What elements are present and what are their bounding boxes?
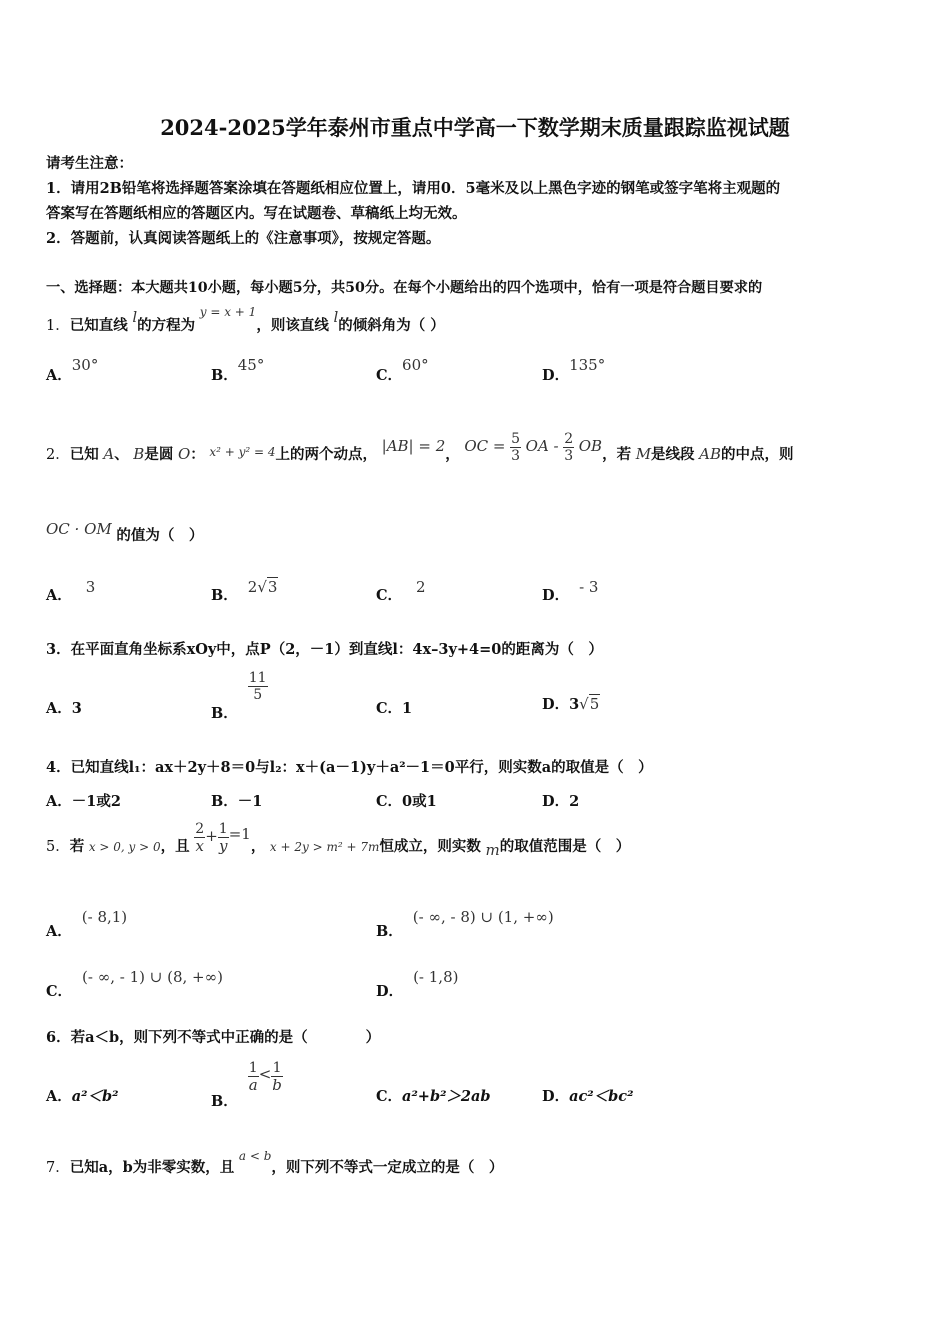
variable-m: m	[485, 841, 500, 859]
option-label: A．	[46, 587, 72, 604]
question-4	[46, 756, 653, 777]
option-label: B．	[211, 587, 238, 604]
numerator: 2	[564, 430, 574, 447]
option-label: A．	[46, 1088, 72, 1105]
less-than: <	[258, 1064, 272, 1083]
q3-text: 3．在平面直角坐标系xOy中，点P（2，－1）到直线l：4x–3y+4=0的距离为（ ）	[46, 641, 603, 658]
q1-text-4: 的倾斜角为（ ）	[338, 317, 445, 334]
q5-text-5: 的取值范围是（ ）	[499, 838, 631, 855]
denominator: 3	[564, 447, 574, 464]
option-label: D．	[542, 367, 570, 384]
ab-length: |AB| = 2	[381, 437, 446, 455]
q1-number: 1．	[46, 318, 70, 334]
numerator: 5	[511, 430, 521, 447]
point-a: A	[103, 445, 115, 463]
q2-text-5: 是线段	[651, 446, 695, 463]
q7-number: 7．	[46, 1160, 70, 1176]
q1-line-l-2: l	[333, 308, 339, 326]
oa-vector: OA -	[525, 437, 559, 455]
q2-text-4: ，若	[602, 446, 632, 463]
option-label: C．	[46, 983, 73, 1000]
option-label: B．	[211, 793, 238, 810]
option-value	[248, 670, 268, 703]
option-value: (- ∞, - 1) ∪ (8, +∞)	[82, 968, 223, 986]
option-value: 60°	[402, 356, 429, 374]
option-value: 2	[569, 793, 580, 810]
option-value: 135°	[569, 356, 606, 374]
q2-option-d[interactable]	[542, 578, 599, 605]
option-label: D．	[542, 587, 570, 604]
q4-option-a[interactable]	[46, 790, 121, 811]
numerator: 1	[218, 820, 228, 837]
numerator: 1	[272, 1060, 282, 1076]
option-label: D．	[542, 696, 570, 713]
fraction-2-x	[194, 821, 205, 854]
option-label: C．	[376, 367, 403, 384]
q4-option-c[interactable]	[376, 790, 437, 811]
q2-text-3: 上的两个动点，	[275, 446, 378, 463]
option-value: - 3	[579, 578, 599, 596]
question-5	[46, 822, 630, 871]
point-b: B	[133, 445, 145, 463]
option-label: C．	[376, 587, 403, 604]
q1-option-d[interactable]	[542, 356, 606, 385]
notice-line-1a: 1．请用2B铅笔将选择题答案涂填在答题纸相应位置上，请用0．5毫米及以上黑色字迹的钢笔或签字笔将主观题的	[46, 180, 781, 197]
q1-text-1: 已知直线	[69, 317, 128, 334]
question-2-cont	[46, 520, 204, 545]
option-label: D．	[542, 793, 570, 810]
option-label: B．	[211, 704, 238, 722]
option-value: －1	[237, 793, 263, 810]
plus: +	[205, 827, 218, 845]
option-label: C．	[376, 1088, 403, 1105]
denominator: a	[248, 1076, 258, 1094]
question-1	[46, 305, 445, 335]
q2-option-b[interactable]	[211, 578, 278, 605]
radicand: 5	[589, 695, 600, 713]
q1-option-a[interactable]	[46, 356, 99, 385]
q5-option-d[interactable]	[376, 968, 459, 1001]
option-value: 3	[85, 578, 96, 596]
q3-option-b[interactable]	[211, 670, 268, 722]
q2-text-7: 的值为（ ）	[116, 527, 204, 544]
q3-option-c[interactable]	[376, 697, 412, 718]
option-label: C．	[376, 793, 403, 810]
dot-product: OC · OM	[46, 520, 112, 538]
option-value: a²＜b²	[71, 1088, 119, 1105]
page-title: 2024-2025学年泰州市重点中学高一下数学期末质量跟踪监视试题	[160, 115, 790, 140]
question-3	[46, 638, 603, 659]
q4-option-b[interactable]	[211, 790, 262, 811]
section-heading: 一、选择题：本大题共10小题，每小题5分，共50分。在每个小题给出的四个选项中，恰有一项是符合题目要求的	[46, 280, 763, 296]
q1-equation: y = x + 1	[199, 305, 257, 319]
sqrt: √5	[579, 695, 600, 713]
q6-option-a[interactable]	[46, 1085, 119, 1106]
option-label: B．	[211, 367, 238, 384]
oc-vector: OC =	[464, 437, 506, 455]
q5-text-1: 若	[69, 838, 85, 855]
q2-number: 2．	[46, 447, 70, 463]
denominator: 5	[253, 687, 263, 703]
coef: 3	[569, 696, 580, 713]
q3-option-a[interactable]	[46, 697, 82, 718]
option-label: D．	[376, 983, 404, 1000]
option-value: 45°	[237, 356, 265, 374]
denominator: 3	[511, 447, 521, 464]
question-7	[46, 1149, 504, 1177]
numerator: 11	[248, 670, 267, 686]
notice-line-2: 2．答题前，认真阅读答题纸上的《注意事项》，按规定答题。	[46, 230, 441, 247]
q2-option-c[interactable]	[376, 578, 426, 605]
option-value: 2	[416, 578, 426, 596]
q6-text: 6．若a＜b，则下列不等式中正确的是（ ）	[46, 1029, 381, 1046]
option-value: 0或1	[402, 793, 437, 810]
denominator: b	[272, 1076, 282, 1094]
q7-text-2: ，则下列不等式一定成立的是（ ）	[271, 1159, 504, 1176]
denominator: y	[218, 836, 228, 855]
q2-sep: 、	[114, 446, 129, 463]
option-label: A．	[46, 923, 72, 940]
q1-line-l: l	[132, 308, 138, 326]
q5-option-a[interactable]	[46, 908, 128, 941]
option-value: 1	[402, 700, 413, 717]
option-label: D．	[542, 1088, 570, 1105]
q3-option-d[interactable]	[542, 693, 600, 714]
q5-option-b[interactable]	[376, 908, 554, 941]
q7-condition: a < b	[238, 1149, 272, 1163]
q1-text-3: ，则该直线	[256, 317, 329, 334]
option-value: (- 1,8)	[413, 968, 459, 986]
q2-colon: ：	[190, 446, 205, 463]
option-label: C．	[376, 700, 403, 717]
option-value: (- ∞, - 8) ∪ (1, +∞)	[412, 908, 554, 926]
option-value: 2√3	[247, 578, 278, 596]
notice-line-1b: 答案写在答题纸相应的答题区内。写在试题卷、草稿纸上均无效。	[46, 205, 467, 222]
notice-heading: 请考生注意：	[46, 155, 133, 172]
option-value: －1或2	[71, 793, 121, 810]
q5-number: 5．	[46, 839, 70, 855]
equals-one: =1	[228, 825, 251, 843]
q2-text-2: 是圆	[144, 446, 174, 463]
fraction-1-y	[218, 821, 229, 854]
denominator: x	[195, 836, 204, 855]
q5-text-3: ，	[250, 838, 266, 855]
q5-text-4: 恒成立，则实数	[379, 838, 481, 855]
option-label: A．	[46, 793, 72, 810]
q4-text: 4．已知直线l₁：ax＋2y＋8＝0与l₂：x＋(a－1)y＋a²－1＝0平行，则实数a的取值是（ ）	[46, 759, 653, 776]
question-2	[46, 430, 794, 479]
ob-vector: OB	[578, 437, 603, 455]
q2-text-6: 的中点，则	[721, 446, 794, 463]
segment-ab: AB	[699, 445, 722, 463]
q5-text-2: ，且	[160, 838, 190, 855]
option-value: 3	[71, 700, 82, 717]
q4-option-d[interactable]	[542, 790, 579, 811]
option-label: B．	[376, 923, 403, 940]
coef: 2	[247, 578, 258, 596]
option-label: B．	[211, 1092, 238, 1110]
option-label: A．	[46, 700, 72, 717]
fraction-2-3	[563, 431, 574, 464]
numerator: 2	[195, 820, 205, 837]
radicand: 3	[267, 578, 278, 596]
option-value: (- 8,1)	[81, 908, 128, 926]
q2-comma: ，	[445, 446, 460, 463]
q6-option-d[interactable]	[542, 1085, 633, 1106]
q5-inequality: x + 2y > m² + 7m	[269, 840, 380, 854]
q6-option-c[interactable]	[376, 1085, 491, 1106]
q2-text-1: 已知	[69, 446, 99, 463]
option-value: ac²＜bc²	[569, 1088, 634, 1105]
q5-option-c[interactable]	[46, 968, 223, 1001]
option-label: A．	[46, 367, 72, 384]
q7-text-1: 已知a，b为非零实数，且	[69, 1159, 235, 1176]
fraction-5-3	[510, 431, 521, 464]
q1-option-b[interactable]	[211, 356, 265, 385]
q5-condition: x > 0, y > 0	[88, 840, 161, 854]
q1-option-c[interactable]	[376, 356, 429, 385]
q6-option-b[interactable]	[211, 1060, 283, 1110]
fraction-1-a	[248, 1060, 259, 1093]
option-value: a²+b²＞2ab	[402, 1088, 491, 1105]
option-value: 30°	[71, 356, 99, 374]
circle-o: O	[177, 445, 191, 463]
fraction-1-b	[271, 1060, 283, 1093]
numerator: 1	[248, 1060, 258, 1076]
circle-equation: x² + y² = 4	[209, 445, 276, 459]
q2-option-a[interactable]	[46, 578, 96, 605]
q1-text-2: 的方程为	[137, 317, 196, 334]
point-m: M	[635, 445, 652, 463]
question-6	[46, 1026, 380, 1047]
